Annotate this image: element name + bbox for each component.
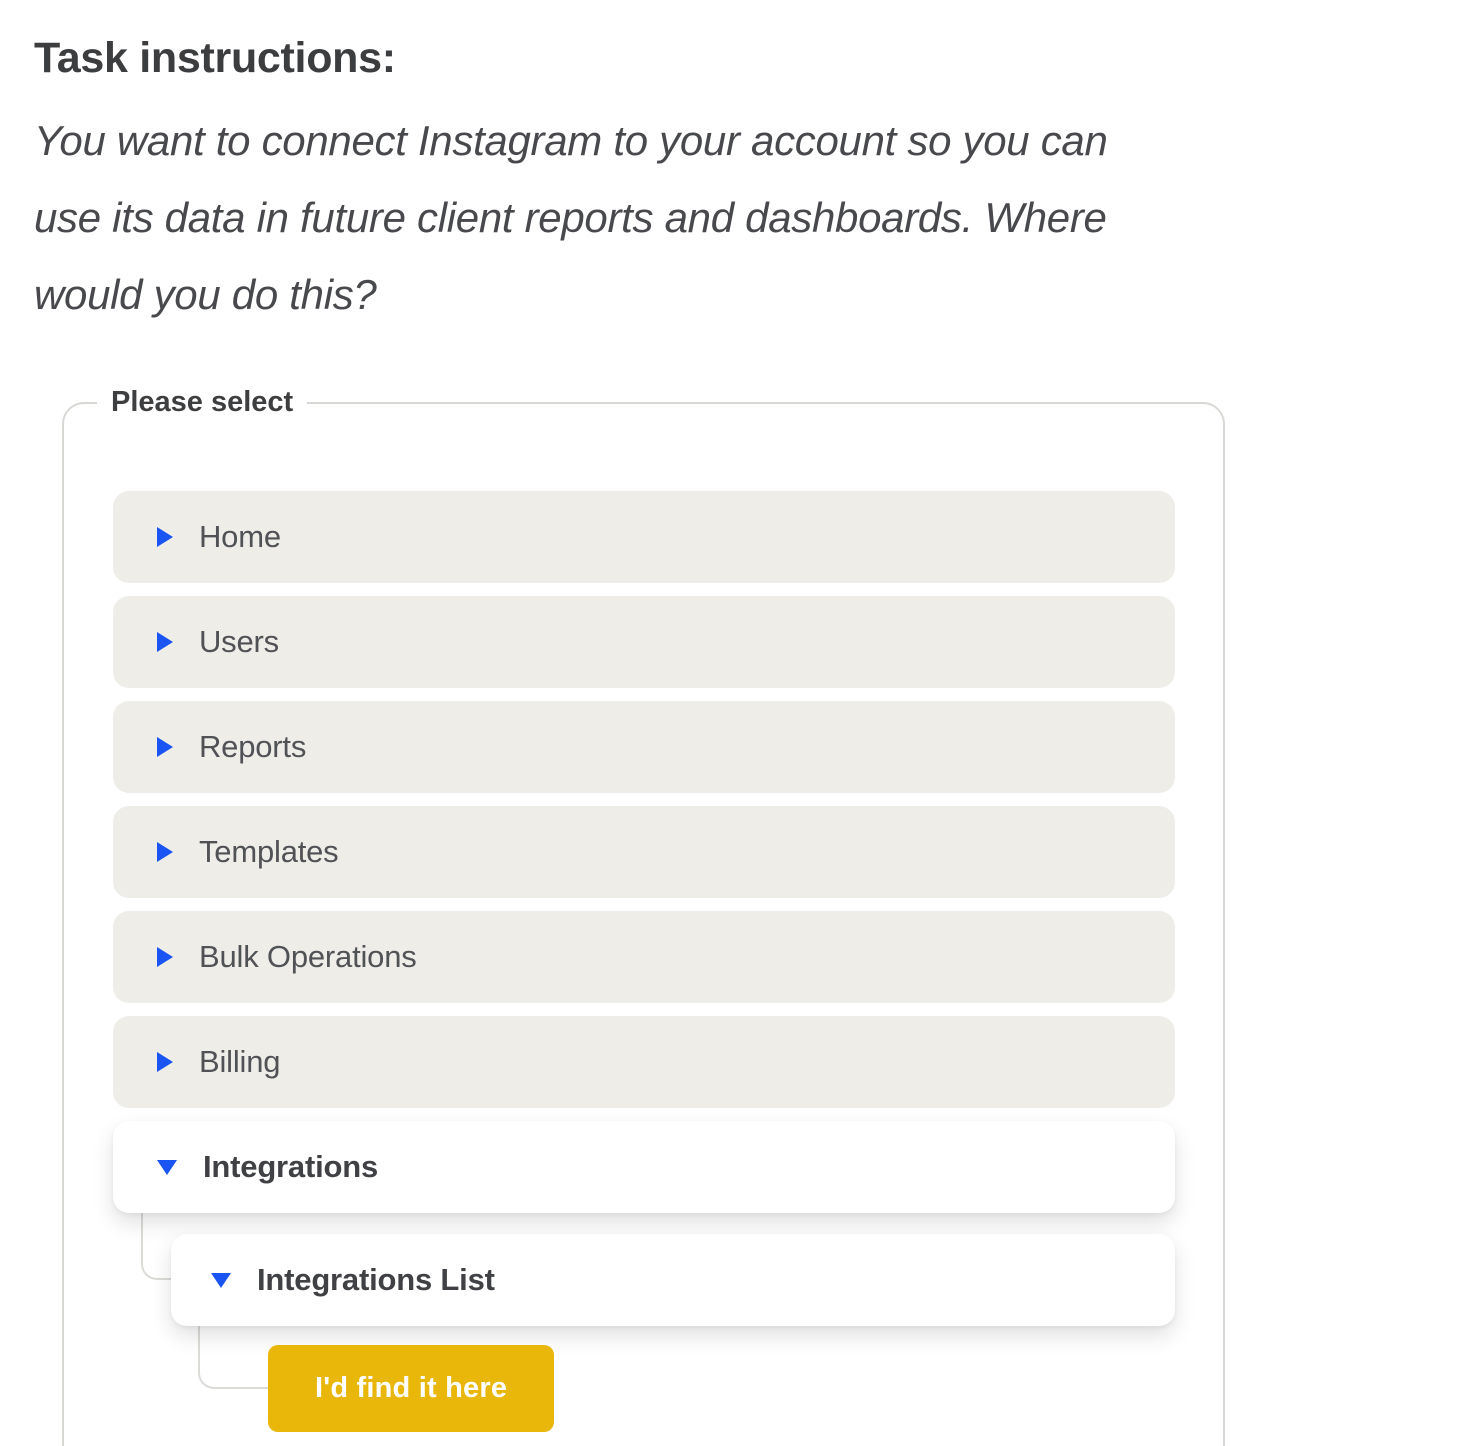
triangle-right-icon (157, 947, 173, 967)
tree-item-label: Home (199, 519, 281, 554)
find-it-here-row (268, 1345, 1175, 1432)
tree (113, 491, 1175, 1446)
please-select-legend: Please select (111, 386, 294, 418)
triangle-right-icon (157, 842, 173, 862)
tree-item-billing[interactable] (113, 1016, 1175, 1108)
tree-item-label: Billing (199, 1044, 281, 1079)
tree-item-reports[interactable] (113, 701, 1175, 793)
triangle-right-icon (157, 1052, 173, 1072)
triangle-right-icon (157, 632, 173, 652)
tree-item-templates[interactable] (113, 806, 1175, 898)
task-text-line-2: use its data in future client reports and dashboards. Where (34, 194, 1107, 241)
id-find-it-here-button[interactable]: I'd find it here (268, 1345, 554, 1432)
triangle-right-icon (157, 737, 173, 757)
tree-item-integrations-list[interactable] (171, 1234, 1175, 1326)
task-text-line-3: would you do this? (34, 271, 377, 318)
tree-item-integrations[interactable] (113, 1121, 1175, 1213)
tree-item-home[interactable] (113, 491, 1175, 583)
tree-item-label: Users (199, 624, 279, 659)
tree-item-label: Integrations List (257, 1262, 495, 1297)
task-instructions-title: Task instructions: (34, 34, 396, 82)
tree-connector-integrations (141, 1213, 172, 1280)
tree-item-label: Integrations (203, 1149, 379, 1184)
tree-item-bulk-operations[interactable] (113, 911, 1175, 1003)
triangle-down-icon (157, 1160, 177, 1175)
tree-connector-integrations-list (198, 1325, 268, 1389)
task-instructions-text (34, 102, 1108, 333)
tree-item-label: Reports (199, 729, 307, 764)
task-text-line-1: You want to connect Instagram to your account so you can (34, 117, 1108, 164)
triangle-right-icon (157, 527, 173, 547)
tree-item-label: Bulk Operations (199, 939, 417, 974)
please-select-panel (62, 386, 1225, 1446)
tree-item-label: Templates (199, 834, 339, 869)
triangle-down-icon (211, 1273, 231, 1288)
tree-item-users[interactable] (113, 596, 1175, 688)
